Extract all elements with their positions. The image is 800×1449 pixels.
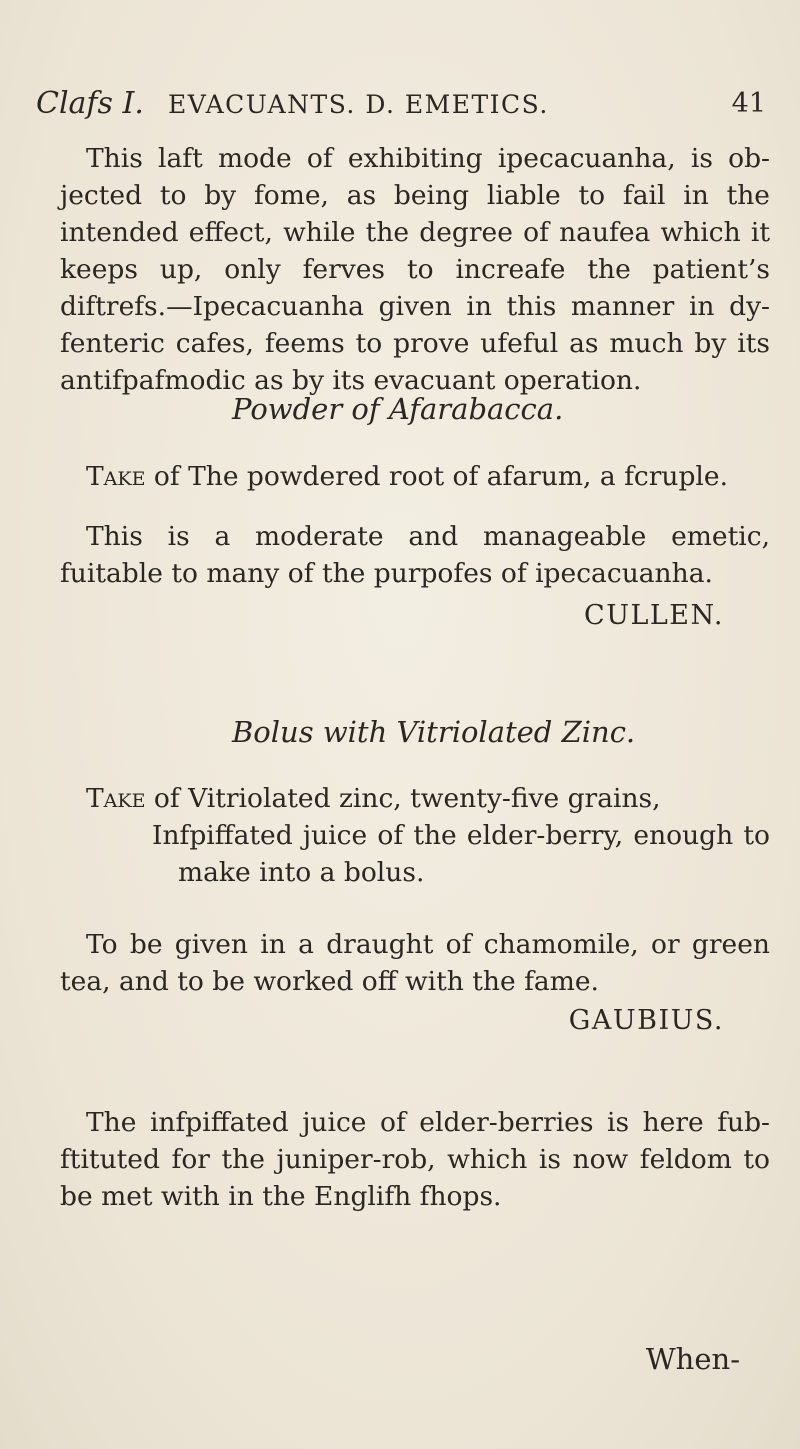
heading-powder-asarabacca: Powder of Afarabacca. [232, 392, 564, 426]
recipe-asarum-text: of The powdered root of afarum, a fcruple. [145, 461, 729, 492]
class-label: Clafs I. [36, 86, 144, 121]
recipe-asarum [86, 458, 776, 495]
running-title: EVACUANTS. D. EMETICS. [168, 90, 549, 119]
heading-bolus-vitriolated-zinc: Bolus with Vitriolated Zinc. [232, 715, 636, 749]
paragraph-ipecacuanha: This laft mode of exhibiting ipecacuanha, is ob- jected to by fome, as being liable to fail in the intended effect, while the degree of naufea which it keeps up, only ferves to increafe the patient’s diftrefs.—Ipecacuanha given in this manner in dy- fenteric cafes, feems to prove ufeful as much by its antifpafmodic as by its evacuant operation. [60, 143, 770, 396]
paragraph-elder-berries: The infpiffated juice of elder-berries is here fub- ftituted for the juniper-rob, which is now feldom to be met with in the Englifh fhops. [60, 1107, 770, 1212]
take-word: Take [86, 461, 146, 492]
page-number: 41 [731, 88, 766, 119]
recipe-zinc-line1: of Vitriolated zinc, twenty-five grains, [145, 783, 661, 814]
running-header [36, 86, 766, 126]
paragraph-chamomile: To be given in a draught of chamomile, or green tea, and to be worked off with the fame. [60, 929, 770, 997]
recipe-zinc [86, 780, 770, 891]
take-word-2: Take [86, 783, 146, 814]
signature-cullen: CULLEN. [584, 600, 724, 631]
paragraph-moderate-emetic: This is a moderate and manageable emetic, fuitable to many of the purpofes of ipecacuanha. [60, 521, 770, 589]
recipe-zinc-continuation: Infpiffated juice of the elder-berry, enough to make into a bolus. [152, 820, 770, 888]
catchword: When- [645, 1342, 740, 1376]
signature-gaubius: GAUBIUS. [568, 1005, 724, 1036]
